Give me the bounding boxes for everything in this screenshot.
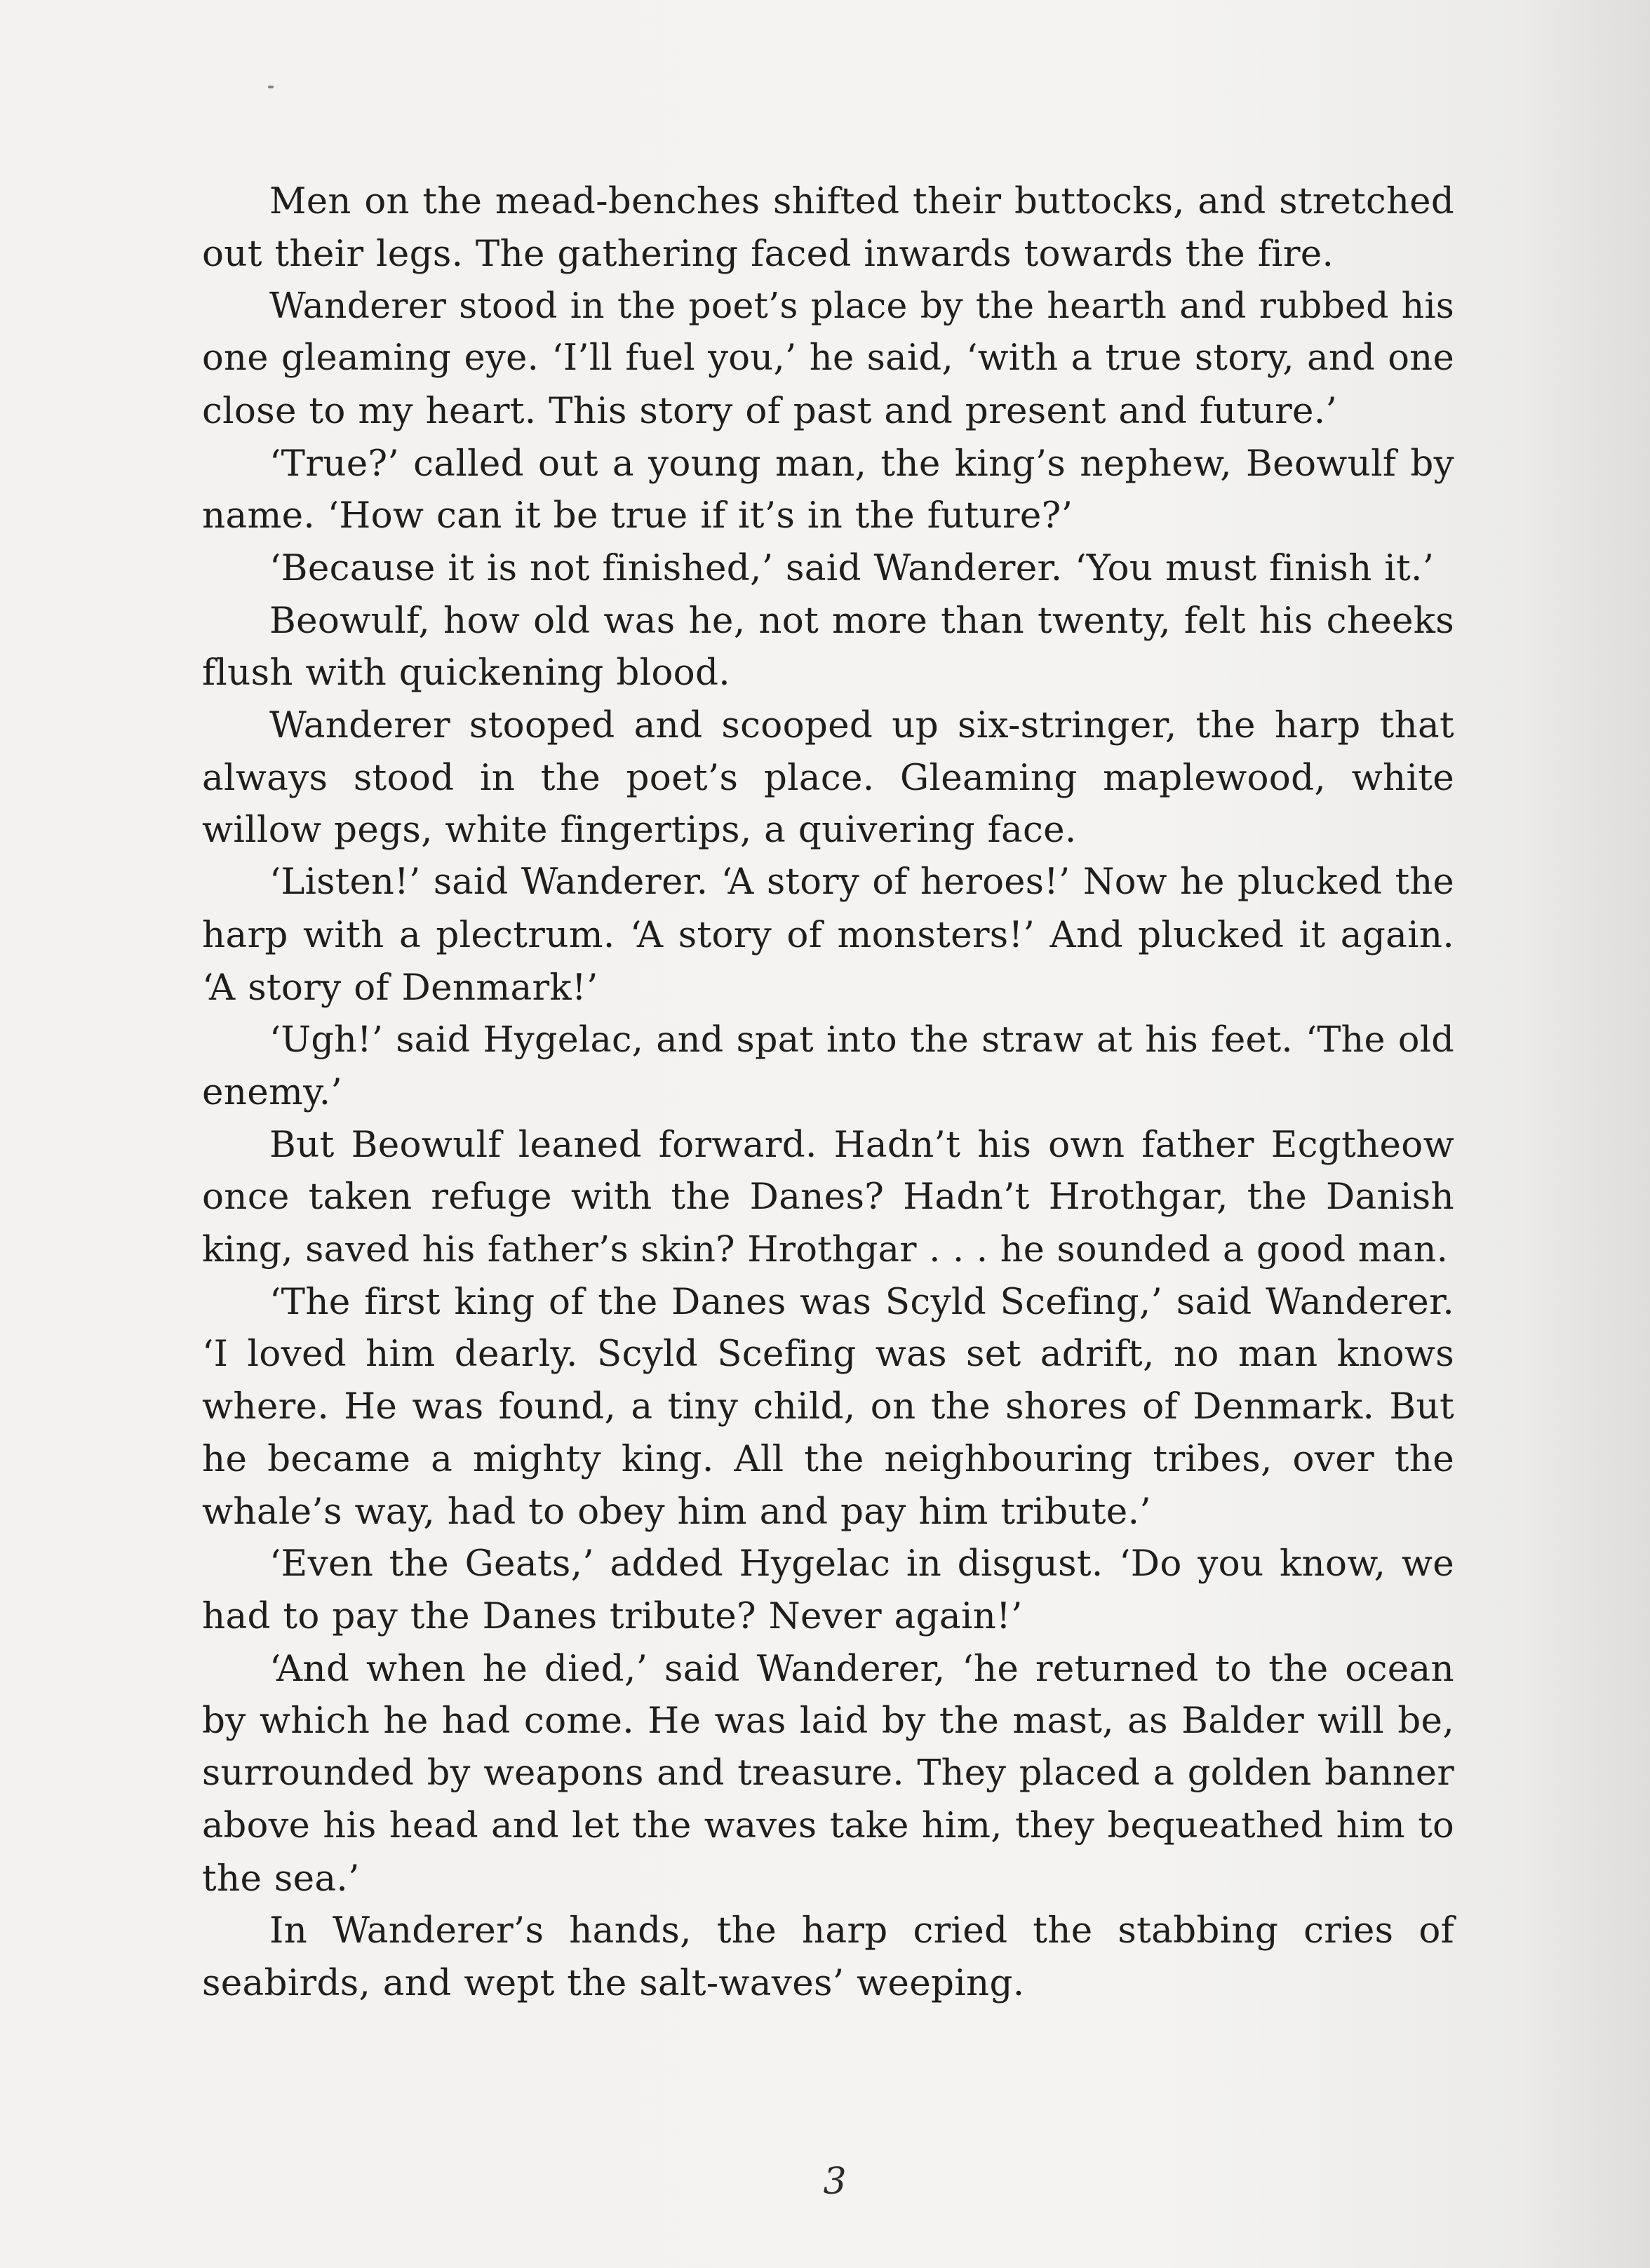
body-text bbox=[202, 175, 1454, 2010]
text-line: willow pegs, white fingertips, a quivering face. bbox=[202, 809, 1077, 852]
text-line: But Beowulf leaned forward. Hadn’t his own father Ecgtheow bbox=[269, 1123, 1454, 1166]
text-line: ‘I loved him dearly. Scyld Scefing was set adrift, no man knows bbox=[202, 1333, 1454, 1376]
paragraph bbox=[202, 595, 1454, 699]
text-line: out their legs. The gathering faced inwards towards the fire. bbox=[202, 232, 1334, 275]
paragraph bbox=[202, 280, 1454, 437]
ink-speck bbox=[268, 86, 274, 88]
paragraph bbox=[202, 699, 1454, 857]
text-line: ‘The first king of the Danes was Scyld Scefing,’ said Wanderer. bbox=[269, 1280, 1454, 1323]
text-line: Men on the mead-benches shifted their buttocks, and stretched bbox=[269, 180, 1454, 222]
text-line: by which he had come. He was laid by the mast, as Balder will be, bbox=[202, 1700, 1454, 1743]
text-line: one gleaming eye. ‘I’ll fuel you,’ he said, ‘with a true story, and one bbox=[202, 337, 1454, 380]
text-line: seabirds, and wept the salt-waves’ weeping. bbox=[202, 1961, 1025, 2004]
text-line: ‘Ugh!’ said Hygelac, and spat into the straw at his feet. ‘The old bbox=[269, 1019, 1454, 1061]
text-line: the sea.’ bbox=[202, 1857, 360, 1900]
text-line: Beowulf, how old was he, not more than twenty, felt his cheeks bbox=[269, 599, 1454, 642]
text-line: ‘A story of Denmark!’ bbox=[202, 966, 598, 1009]
text-line: surrounded by weapons and treasure. They placed a golden banner bbox=[202, 1752, 1454, 1794]
text-line: flush with quickening blood. bbox=[202, 652, 730, 695]
paragraph bbox=[202, 857, 1454, 1014]
text-line: enemy.’ bbox=[202, 1071, 343, 1113]
paragraph bbox=[202, 1014, 1454, 1118]
text-line: ‘Because it is not finished,’ said Wanderer. ‘You must finish it.’ bbox=[269, 546, 1435, 589]
paragraph bbox=[202, 175, 1454, 280]
text-line: harp with a plectrum. ‘A story of monsters!’ And plucked it again. bbox=[202, 913, 1454, 956]
paragraph bbox=[202, 1538, 1454, 1642]
text-line: had to pay the Danes tribute? Never again!’ bbox=[202, 1595, 1023, 1637]
text-line: where. He was found, a tiny child, on the shores of Denmark. But bbox=[202, 1385, 1454, 1428]
text-line: Wanderer stood in the poet’s place by the hearth and rubbed his bbox=[269, 285, 1454, 327]
text-line: name. ‘How can it be true if it’s in the future?’ bbox=[202, 495, 1073, 537]
page-number: 3 bbox=[823, 2161, 847, 2203]
text-line: king, saved his father’s skin? Hrothgar . . . he sounded a good man. bbox=[202, 1228, 1449, 1270]
paragraph bbox=[202, 438, 1454, 542]
text-line: above his head and let the waves take him, they bequeathed him to bbox=[202, 1804, 1454, 1846]
paragraph bbox=[202, 1643, 1454, 1905]
text-line: once taken refuge with the Danes? Hadn’t Hrothgar, the Danish bbox=[202, 1176, 1454, 1219]
text-line: always stood in the poet’s place. Gleaming maplewood, white bbox=[202, 756, 1454, 799]
paragraph bbox=[202, 1276, 1454, 1538]
text-line: whale’s way, had to obey him and pay him tribute.’ bbox=[202, 1490, 1151, 1533]
text-line: ‘Even the Geats,’ added Hygelac in disgust. ‘Do you know, we bbox=[269, 1543, 1454, 1585]
paragraph bbox=[202, 542, 1454, 595]
paragraph bbox=[202, 1119, 1454, 1276]
text-line: Wanderer stooped and scooped up six-stringer, the harp that bbox=[269, 704, 1454, 747]
text-line: In Wanderer’s hands, the harp cried the stabbing cries of bbox=[269, 1910, 1454, 1952]
text-line: close to my heart. This story of past and present and future.’ bbox=[202, 389, 1338, 432]
text-line: ‘Listen!’ said Wanderer. ‘A story of heroes!’ Now he plucked the bbox=[269, 861, 1454, 904]
text-line: ‘And when he died,’ said Wanderer, ‘he returned to the ocean bbox=[269, 1647, 1454, 1690]
paragraph bbox=[202, 1905, 1454, 2009]
text-line: ‘True?’ called out a young man, the king’s nephew, Beowulf by bbox=[269, 442, 1454, 485]
text-line: he became a mighty king. All the neighbouring tribes, over the bbox=[202, 1437, 1454, 1480]
